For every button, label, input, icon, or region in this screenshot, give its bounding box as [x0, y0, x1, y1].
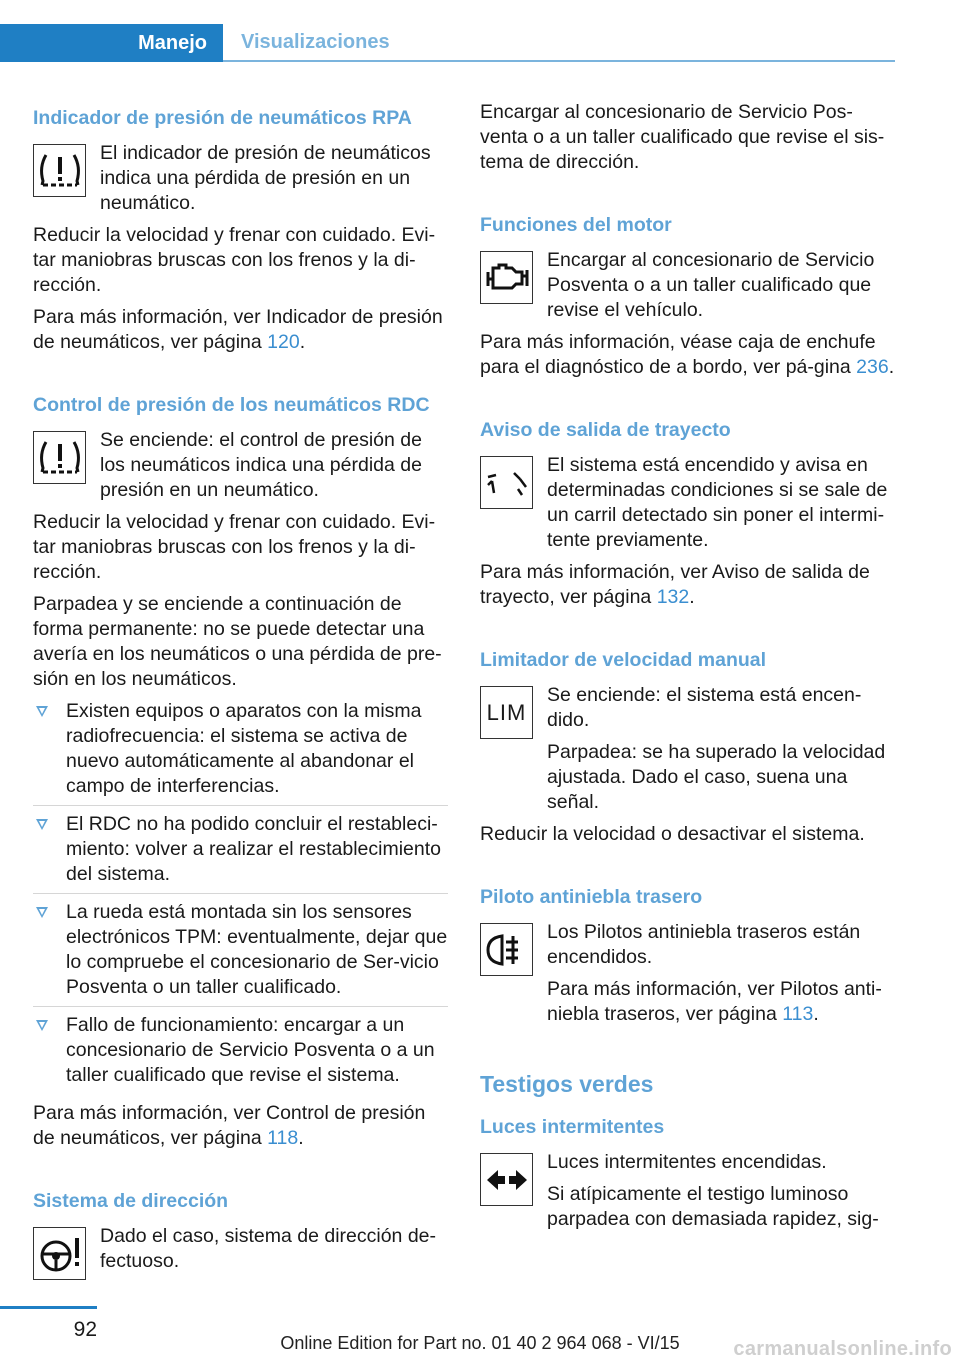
rdc-description: Se enciende: el control de presión de los neumáticos indica una pérdida de presión en un neumático. [100, 429, 422, 501]
rdc-paragraph-1: Reducir la velocidad y frenar con cuidado. Evi-tar maniobras bruscas con los frenos y la di-rección. [33, 511, 436, 583]
steering-continuation: Encargar al concesionario de Servicio Pos-venta o a un taller cualificado que revise el sis-tema de dirección. [480, 101, 885, 173]
tab-manejo[interactable]: Manejo [0, 24, 223, 62]
limiter-paragraph-1: Parpadea: se ha superado la velocidad ajustada. Dado el caso, suena una señal. [547, 741, 886, 813]
limiter-icon [480, 686, 533, 739]
watermark: carmanualsonline.info [733, 1338, 952, 1360]
fog-description: Los Pilotos antiniebla traseros están encendidos. [547, 921, 861, 968]
list-item: Existen equipos o aparatos con la misma radiofrecuencia: el sistema se activa de nuevo automáticamente al abandonar el campo de interferencias. [33, 699, 448, 806]
triangle-bullet-icon [36, 1020, 48, 1031]
triangle-bullet-icon [36, 907, 48, 918]
left-column [33, 100, 448, 1284]
fog-heading: Piloto antiniebla trasero [480, 886, 703, 908]
tire-pressure-warning-icon [33, 431, 86, 484]
lane-description: El sistema está encendido y avisa en determinadas condiciones si se sale de un carril detectado sin poner el intermi-tente previamente. [547, 454, 888, 551]
rdc-paragraph-2: Parpadea y se enciende a continuación de forma permanente: no se puede detectar una avería en los neumáticos o una pérdida de pre-sión en los neumáticos. [33, 593, 442, 690]
list-item: Fallo de funcionamiento: encargar a un concesionario de Servicio Posventa o a un taller cualificado que revise el sistema. [33, 1013, 448, 1094]
rdc-icon-row [33, 428, 448, 510]
rpa-paragraph-1: Reducir la velocidad y frenar con cuidado. Evi-tar maniobras bruscas con los frenos y la di-rección. [33, 224, 436, 296]
lane-departure-icon [480, 456, 533, 509]
turn-signal-icon [480, 1153, 533, 1206]
lane-heading: Aviso de salida de trayecto [480, 419, 731, 441]
rear-fog-light-icon [480, 923, 533, 976]
steering-description: Dado el caso, sistema de dirección de-fectuoso. [100, 1225, 437, 1272]
page-link-120[interactable]: 120 [267, 331, 300, 353]
fog-icon-row [480, 920, 895, 1034]
page-link-236[interactable]: 236 [856, 356, 889, 378]
page-link-118[interactable]: 118 [267, 1127, 299, 1149]
limiter-heading: Limitador de velocidad manual [480, 649, 767, 671]
page-number: 92 [73, 1318, 97, 1341]
rdc-heading: Control de presión de los neumáticos RDC [33, 394, 430, 416]
edition-footer: Online Edition for Part no. 01 40 2 964 068 - VI/15 [280, 1333, 680, 1353]
engine-paragraph: Para más información, véase caja de enchufe para el diagnóstico de a bordo, ver pá-gina 236. [480, 331, 895, 378]
rdc-bullet-list [33, 699, 448, 1094]
top-tab-bar [0, 24, 895, 62]
lane-icon-row [480, 453, 895, 560]
steering-icon-row [33, 1224, 448, 1284]
turn-paragraph: Si atípicamente el testigo luminoso parpadea con demasiada rapidez, sig- [547, 1183, 879, 1230]
limiter-paragraph-2: Reducir la velocidad o desactivar el sistema. [480, 823, 865, 845]
engine-icon-row [480, 248, 895, 330]
engine-icon [480, 251, 533, 304]
page-link-113[interactable]: 113 [782, 1003, 814, 1025]
turn-signal-heading: Luces intermitentes [480, 1116, 665, 1138]
limiter-description: Se enciende: el sistema está encen-dido. [547, 684, 862, 731]
triangle-bullet-icon [36, 706, 48, 717]
engine-description: Encargar al concesionario de Servicio Posventa o a un taller cualificado que revise el vehículo. [547, 249, 875, 321]
limiter-icon-label: LIM [486, 699, 527, 725]
page-number-rule [0, 1306, 97, 1309]
fog-paragraph: Para más información, ver Pilotos anti-niebla traseros, ver página 113. [547, 978, 882, 1025]
rpa-description: El indicador de presión de neumáticos indica una pérdida de presión en un neumático. [100, 142, 431, 214]
rpa-icon-row [33, 141, 448, 223]
engine-heading: Funciones del motor [480, 214, 672, 236]
rpa-paragraph-2: Para más información, ver Indicador de presión de neumáticos, ver página 120. [33, 306, 443, 353]
list-item: La rueda está montada sin los sensores electrónicos TPM: eventualmente, dejar que lo compruebe el concesionario de Ser-vicio Posventa o un taller cualificado. [33, 900, 448, 1007]
triangle-bullet-icon [36, 819, 48, 830]
steering-heading: Sistema de dirección [33, 1190, 229, 1212]
list-item: El RDC no ha podido concluir el restableci-miento: volver a realizar el restablecimiento del sistema. [33, 812, 448, 894]
steering-warning-icon [33, 1227, 86, 1280]
rdc-paragraph-3: Para más información, ver Control de presión de neumáticos, ver página 118. [33, 1102, 426, 1149]
tire-pressure-warning-icon [33, 144, 86, 197]
right-column [480, 100, 895, 1239]
turn-description: Luces intermitentes encendidas. [547, 1151, 827, 1173]
page-link-132[interactable]: 132 [656, 586, 690, 608]
rpa-heading: Indicador de presión de neumáticos RPA [33, 107, 412, 129]
lane-paragraph: Para más información, ver Aviso de salida de trayecto, ver página 132. [480, 561, 870, 608]
limiter-icon-row [480, 683, 895, 822]
green-lights-heading: Testigos verdes [480, 1071, 654, 1097]
turn-icon-row [480, 1150, 895, 1239]
tab-visualizaciones[interactable]: Visualizaciones [223, 24, 895, 62]
